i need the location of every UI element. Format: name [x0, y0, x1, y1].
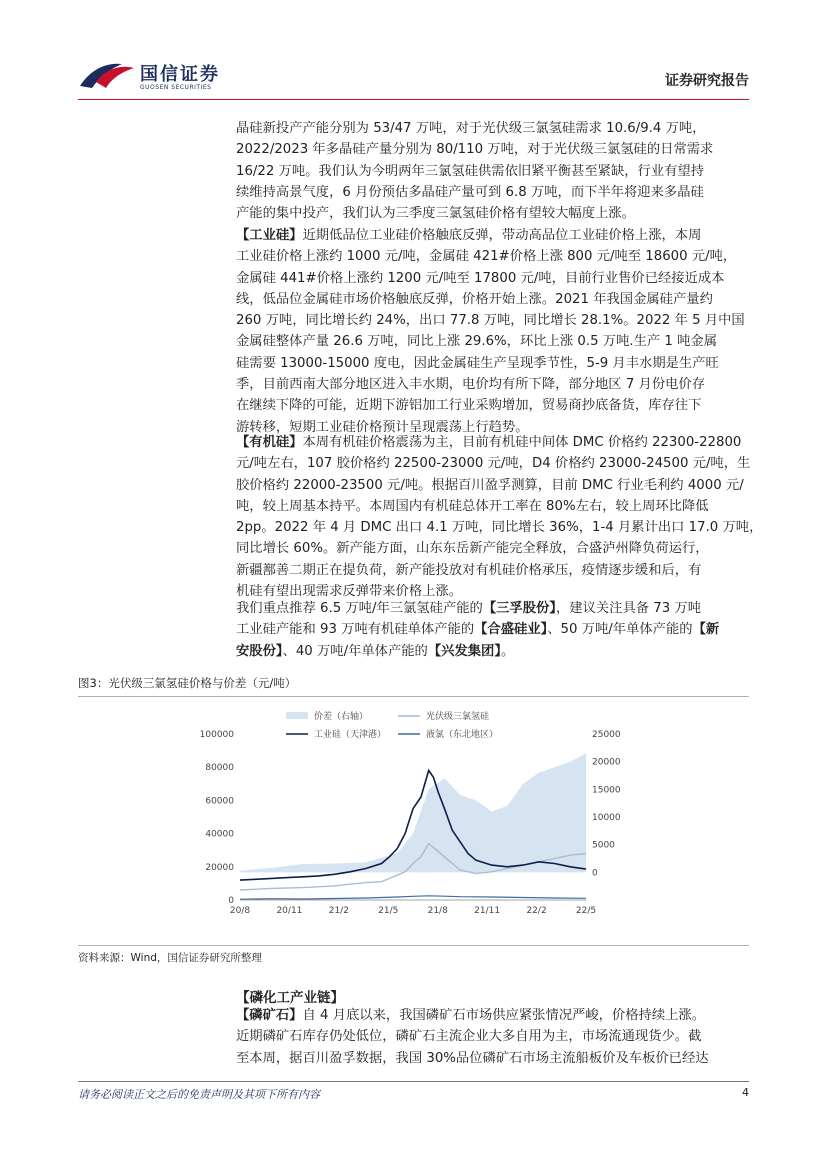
text-line: 机硅有望出现需求反弹带来价格上涨。	[236, 584, 463, 600]
x-tick-label: 20/11	[276, 906, 303, 916]
paragraph-organic-silicon	[236, 432, 763, 602]
logo-name: 国信证券	[140, 64, 220, 85]
text-line: 续维持高景气度，6 月份预估多晶硅产量可到 6.8 万吨，而下半年将迎来多晶硅	[236, 184, 704, 200]
series-spread-area	[240, 753, 586, 872]
text-line: 元/吨左右，107 胶价格约 22500-23000 元/吨，D4 价格约 23000-24500 元/吨，生	[236, 456, 751, 472]
header-divider	[78, 99, 749, 100]
text-line: 在继续下降的可能，近期下游铝加工行业采购增加，贸易商抄底备货，库存往下	[236, 398, 702, 414]
text-line: 金属硅 441#价格上涨约 1200 元/吨至 17800 元/吨，目前行业售价已经接近成本	[236, 270, 725, 286]
text-run: 近期低品位工业硅价格触底反弹，带动高品位工业硅价格上涨，本周	[302, 228, 702, 243]
text-line: 胶价格约 22000-23500 元/吨。根据百川盈孚测算，目前 DMC 行业毛利约 4000 元/	[236, 477, 744, 493]
footer-divider	[78, 1081, 749, 1082]
section-label: 【有机硅】	[236, 435, 303, 450]
text-line	[236, 619, 750, 640]
y-left-tick-label: 0	[228, 896, 234, 906]
x-tick-label: 21/5	[378, 906, 399, 916]
company-logo	[78, 58, 238, 94]
x-tick-label: 21/2	[328, 906, 349, 916]
logo-english: GUOSEN SECURITIES	[140, 84, 212, 91]
text-line: 金属硅整体产量 26.6 万吨，同比上涨 29.6%，环比上涨 0.5 万吨.生产 1 吨金属	[236, 334, 717, 350]
section-label: 【磷矿石】	[236, 1008, 303, 1023]
y-left-tick-label: 20000	[205, 862, 234, 873]
text-line: 工业硅价格上涨约 1000 元/吨，金属硅 421#价格上涨 800 元/吨至 18600 元/吨，	[236, 249, 737, 265]
figure-title: 图3：光伏级三氯氢硅价格与价差（元/吨）	[78, 675, 749, 697]
legend-label: 液氯（东北地区）	[426, 730, 499, 740]
y-left-tick-label: 80000	[205, 763, 234, 774]
paragraph-polysilicon	[236, 118, 750, 224]
section-label: 【工业硅】	[236, 228, 303, 243]
text-line	[236, 598, 750, 619]
y-left-tick-label: 60000	[205, 796, 234, 807]
text-line: 线，低品位金属硅市场价格触底反弹，价格开始上涨。2021 年我国金属硅产量约	[236, 291, 713, 307]
legend-label: 价差（右轴）	[314, 712, 369, 722]
text-line: 至本周，据百川盈孚数据，我国 30%品位磷矿石市场主流船板价及车板价已经达	[236, 1050, 709, 1066]
stock-name: 【合盛硅业】	[474, 622, 548, 638]
text-line: 新疆鄯善二期正在提负荷，新产能投放对有机硅价格承压，疫情逐步缓和后，有	[236, 562, 702, 578]
y-right-tick-label: 15000	[592, 785, 621, 796]
stock-name: 【兴发集团】	[427, 643, 501, 659]
text-line	[236, 225, 750, 246]
paragraph-phosphate-rock	[236, 1005, 750, 1069]
series-line-3	[240, 896, 586, 899]
legend-label: 工业硅（天津港）	[314, 730, 387, 740]
legend-label: 光伏级三氯氢硅	[426, 712, 490, 722]
price-chart	[196, 704, 636, 926]
disclaimer: 请务必阅读正文之后的免责声明及其项下所有内容	[78, 1088, 320, 1101]
paragraph-recommendation	[236, 598, 750, 662]
chart-plot	[240, 753, 586, 899]
text-line	[236, 641, 750, 662]
x-tick-label: 22/2	[526, 906, 547, 916]
stock-name: 【新	[692, 622, 720, 638]
text-line: 游转移，短期工业硅价格预计呈现震荡上行趋势。	[236, 419, 529, 435]
text-run: 。	[501, 643, 515, 659]
text-run: ，建议关注具备 73 万吨	[555, 601, 702, 616]
y-right-tick-label: 25000	[592, 730, 621, 740]
page-header	[0, 0, 827, 100]
x-tick-label: 22/5	[575, 906, 597, 916]
text-line	[236, 1005, 750, 1026]
text-line: 近期磷矿石库存仍处低位，磷矿石主流企业大多自用为主，市场流通现货少。截	[236, 1029, 702, 1045]
text-line: 2pp。2022 年 4 月 DMC 出口 4.1 万吨，同比增长 36%，1-4 月累计出口 17.0 万吨，	[236, 520, 763, 536]
text-line: 产能的集中投产，我们认为三季度三氯氢硅价格有望较大幅度上涨。	[236, 206, 635, 222]
y-right-tick-label: 0	[592, 868, 598, 879]
report-type: 证券研究报告	[665, 73, 749, 89]
text-run: 、50 万吨/年单体产能的	[547, 622, 693, 638]
text-run: 本周有机硅价格震荡为主，目前有机硅中间体 DMC 价格约 22300-22800	[302, 435, 742, 450]
paragraph-industrial-silicon	[236, 225, 750, 438]
text-line: 晶硅新投产产能分别为 53/47 万吨，对于光伏级三氯氢硅需求 10.6/9.4 万吨，	[236, 121, 706, 136]
text-line: 16/22 万吨。我们认为今明两年三氯氢硅供需依旧紧平衡甚至紧缺，行业有望持	[236, 163, 705, 179]
x-tick-label: 20/8	[229, 906, 251, 916]
legend-swatch	[286, 712, 308, 719]
text-run: 、40 万吨/年单体产能的	[282, 643, 428, 659]
section-title: 【磷化工产业链】	[236, 990, 344, 1006]
y-right-tick-label: 5000	[592, 840, 615, 851]
y-right-tick-label: 20000	[592, 757, 621, 768]
text-line: 260 万吨，同比增长约 24%，出口 77.8 万吨，同比增长 28.1%。2022 年 5 月中国	[236, 313, 745, 329]
text-run: 工业硅产能和 93 万吨有机硅单体产能的	[236, 622, 475, 638]
text-line: 吨，较上周基本持平。本周国内有机硅总体开工率在 80%左右，较上周环比降低	[236, 498, 709, 514]
logo-mark-icon	[78, 58, 136, 92]
text-line: 2022/2023 年多晶硅产量分别为 80/110 万吨，对于光伏级三氯氢硅的日常需求	[236, 142, 714, 158]
page-number: 4	[742, 1086, 749, 1099]
x-tick-label: 21/11	[474, 906, 501, 916]
text-run: 自 4 月底以来，我国磷矿石市场供应紧张情况严峻，价格持续上涨。	[302, 1008, 706, 1023]
stock-name: 【三孚股份】	[482, 601, 556, 616]
text-line: 硅需要 13000-15000 度电，因此金属硅生产呈现季节性，5-9 月丰水期是生产旺	[236, 355, 719, 371]
y-left-tick-label: 40000	[205, 829, 234, 840]
y-left-tick-label: 100000	[199, 730, 234, 740]
text-run: 我们重点推荐 6.5 万吨/年三氯氢硅产能的	[236, 601, 483, 616]
text-line: 同比增长 60%。新产能方面，山东东岳新产能完全释放，合盛泸州降负荷运行，	[236, 541, 709, 557]
y-right-tick-label: 10000	[592, 813, 621, 823]
text-line: 季，目前西南大部分地区进入丰水期，电价均有所下降，部分地区 7 月份电价存	[236, 377, 706, 393]
x-tick-label: 21/8	[427, 906, 448, 916]
text-line	[236, 432, 750, 453]
stock-name: 安股份】	[236, 643, 283, 659]
figure-source: 资料来源：Wind，国信证券研究所整理	[78, 945, 749, 965]
chart-legend	[286, 710, 498, 740]
